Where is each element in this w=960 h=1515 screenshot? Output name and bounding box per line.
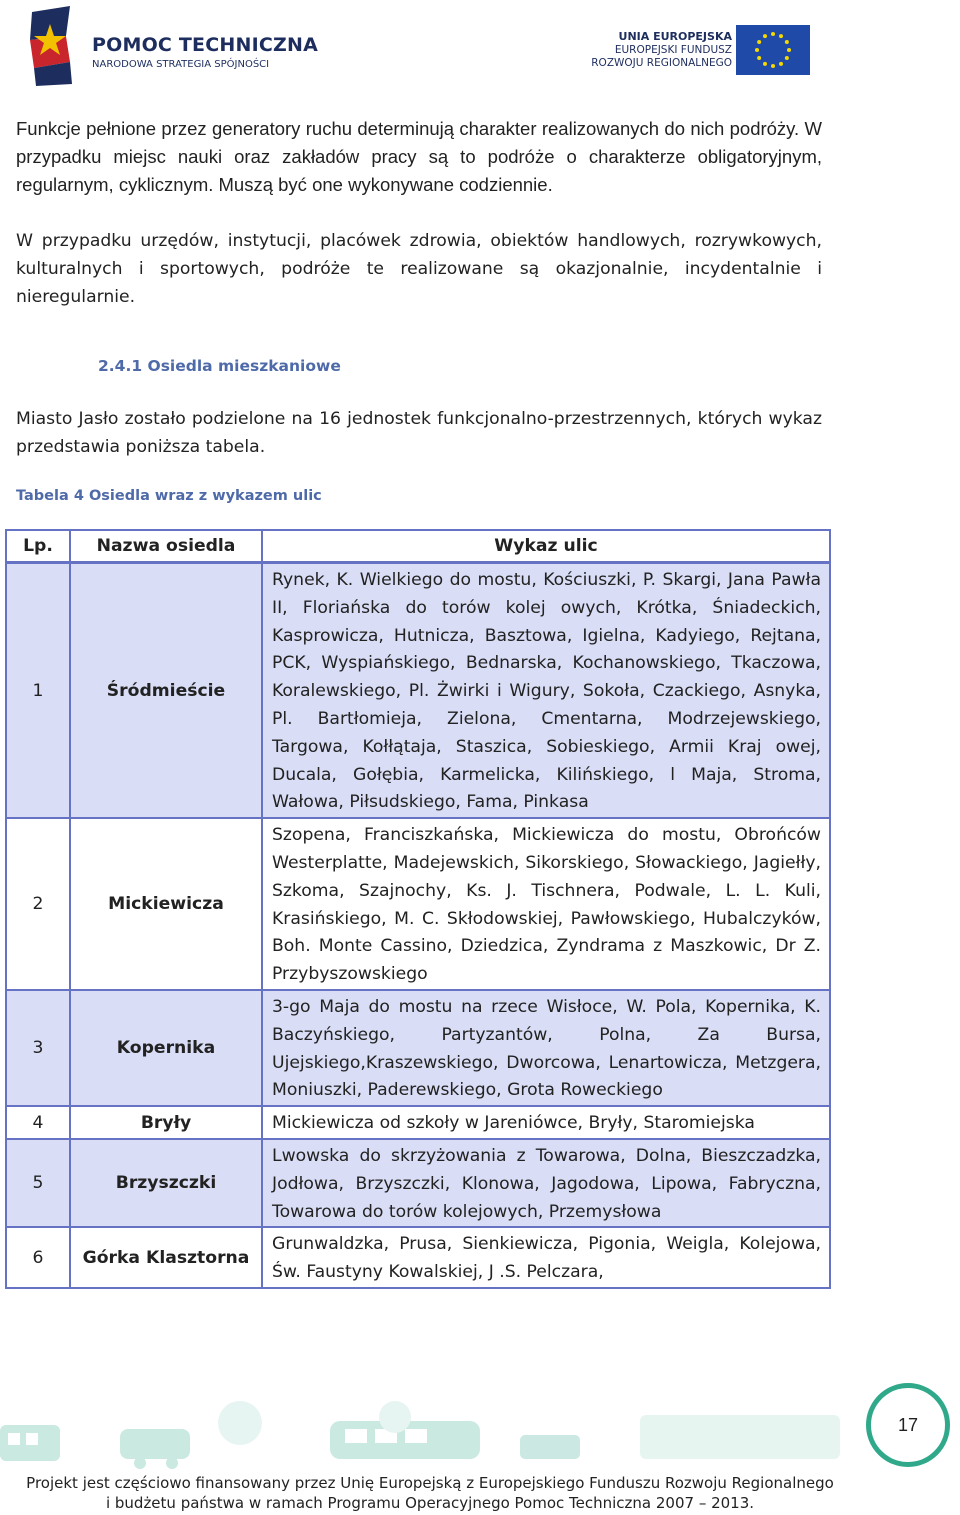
eu-star [757, 56, 761, 60]
paragraph-3: Miasto Jasło zostało podzielone na 16 jednostek funkcjonalno-przestrzennych, których wykaz przedstawia poniższa tabela. [16, 409, 822, 457]
paragraph-2: W przypadku urzędów, instytucji, placówek zdrowia, obiektów handlowych, rozrywkowych, kulturalnych i sportowych, podróże te realizowane są okazjonalnie, incydentalnie i nieregularnie. [16, 231, 822, 307]
row-name: Górka Klasztorna [70, 1227, 262, 1288]
eu-line-3: ROZWOJU REGIONALNEGO [591, 57, 732, 69]
table-row [6, 563, 830, 819]
table-row [6, 1227, 830, 1288]
table-caption: Tabela 4 Osiedla wraz z wykazem ulic [16, 488, 322, 504]
header-lp: Lp. [6, 530, 70, 563]
eu-star [785, 40, 789, 44]
page-number: 17 [866, 1383, 950, 1467]
row-lp: 1 [6, 563, 70, 819]
eu-star [763, 62, 767, 66]
pomoc-techniczna-logo [26, 6, 326, 86]
row-name: Kopernika [70, 990, 262, 1106]
footer-line-1: Projekt jest częściowo finansowany przez Unię Europejską z Europejskiego Funduszu Rozwoju Regionalnego [26, 1474, 834, 1492]
eu-star [779, 62, 783, 66]
eu-star [779, 34, 783, 38]
table-row [6, 1106, 830, 1139]
eu-line-1: UNIA EUROPEJSKA [618, 30, 732, 43]
row-streets: Szopena, Franciszkańska, Mickiewicza do mostu, Obrońców Westerplatte, Madejewskich, Sikorskiego, Słowackiego, Jagiełły, Szkoma, Szajnochy, Ks. J. Tischnera, Podwale, L. L. Kuli, Krasińskiego, M. C. Skłodowskiej, Pawłowskiego, Hubalczyków, Boh. Monte Cassino, Dziedzica, Zyndrama z Maszkowic, Dr Z. Przybyszowskiego [262, 818, 830, 990]
row-name: Bryły [70, 1106, 262, 1139]
row-streets: 3-go Maja do mostu na rzece Wisłoce, W. Pola, Kopernika, K. Baczyńskiego, Partyzantów, Polna, Za Bursa, Ujejskiego,Kraszewskiego, Dworcowa, Lenartowicza, Metzgera, Moniuszki, Paderewskiego, Grota Roweckiego [262, 990, 830, 1106]
logo-subtitle: NARODOWA STRATEGIA SPÓJNOŚCI [92, 59, 270, 70]
row-streets: Rynek, K. Wielkiego do mostu, Kościuszki, P. Skargi, Jana Pawła II, Floriańska do torów kolej owych, Krótka, Śniadeckich, Kasprowicza, Hutnicza, Basztowa, Igielna, Kadyiego, Rejtana, PCK, Wyspiańskiego, Bednarska, Kochanowskiego, Tkaczowa, Koralewskiego, Pl. Żwirki i Wigury, Sokoła, Czackiego, Asnyka, Pl. Bartłomieja, Zielona, Cmentarna, Modrzejewskiego, Targowa, Kołłątaja, Staszica, Sobieskiego, Armii Kraj owej, Ducala, Gołębia, Karmelicka, Kilińskiego, l Maja, Stroma, Wałowa, Piłsudskiego, Fama, Pinkasa [262, 563, 830, 819]
row-lp: 4 [6, 1106, 70, 1139]
row-lp: 5 [6, 1139, 70, 1227]
header-streets: Wykaz ulic [262, 530, 830, 563]
footer-funding-note [0, 1473, 860, 1513]
eu-star [785, 56, 789, 60]
footer-transport-illustration [0, 1395, 860, 1475]
eu-star [771, 32, 775, 36]
row-lp: 2 [6, 818, 70, 990]
eu-star [763, 34, 767, 38]
row-lp: 6 [6, 1227, 70, 1288]
row-streets: Grunwaldzka, Prusa, Sienkiewicza, Pigonia, Weigla, Kolejowa, Św. Faustyny Kowalskiej, J .S. Pelczara, [262, 1227, 830, 1288]
eu-logo [591, 30, 816, 80]
row-streets: Lwowska do skrzyżowania z Towarowa, Dolna, Bieszczadzka, Jodłowa, Brzyszczki, Klonowa, Jagodowa, Lipowa, Fabryczna, Towarowa do torów kolejowych, Przemysłowa [262, 1139, 830, 1227]
row-name: Śródmieście [70, 563, 262, 819]
row-streets: Mickiewicza od szkoły w Jareniówce, Bryły, Staromiejska [262, 1106, 830, 1139]
districts-table [5, 529, 831, 1289]
nss-star-logo-icon [26, 6, 90, 86]
paragraph-1: Funkcje pełnione przez generatory ruchu determinują charakter realizowanych do nich podróży. W przypadku miejsc nauki oraz zakładów pracy są to podróże o charakterze obligatoryjnym, regularnym, cyklicznym. Muszą być one wykonywane codziennie. [16, 118, 822, 195]
header-name: Nazwa osiedla [70, 530, 262, 563]
eu-star [787, 48, 791, 52]
section-heading: 2.4.1 Osiedla mieszkaniowe [98, 357, 341, 375]
table-row [6, 1139, 830, 1227]
eu-star [755, 48, 759, 52]
table-header-row [6, 530, 830, 563]
footer-line-2: i budżetu państwa w ramach Programu Operacyjnego Pomoc Techniczna 2007 – 2013. [105, 1494, 755, 1512]
table-row [6, 818, 830, 990]
eu-line-2: EUROPEJSKI FUNDUSZ [614, 44, 732, 56]
row-lp: 3 [6, 990, 70, 1106]
row-name: Brzyszczki [70, 1139, 262, 1227]
table-row [6, 990, 830, 1106]
eu-flag-icon [736, 25, 810, 75]
eu-star [771, 64, 775, 68]
logo-title: POMOC TECHNICZNA [92, 34, 318, 56]
row-name: Mickiewicza [70, 818, 262, 990]
eu-star [757, 40, 761, 44]
